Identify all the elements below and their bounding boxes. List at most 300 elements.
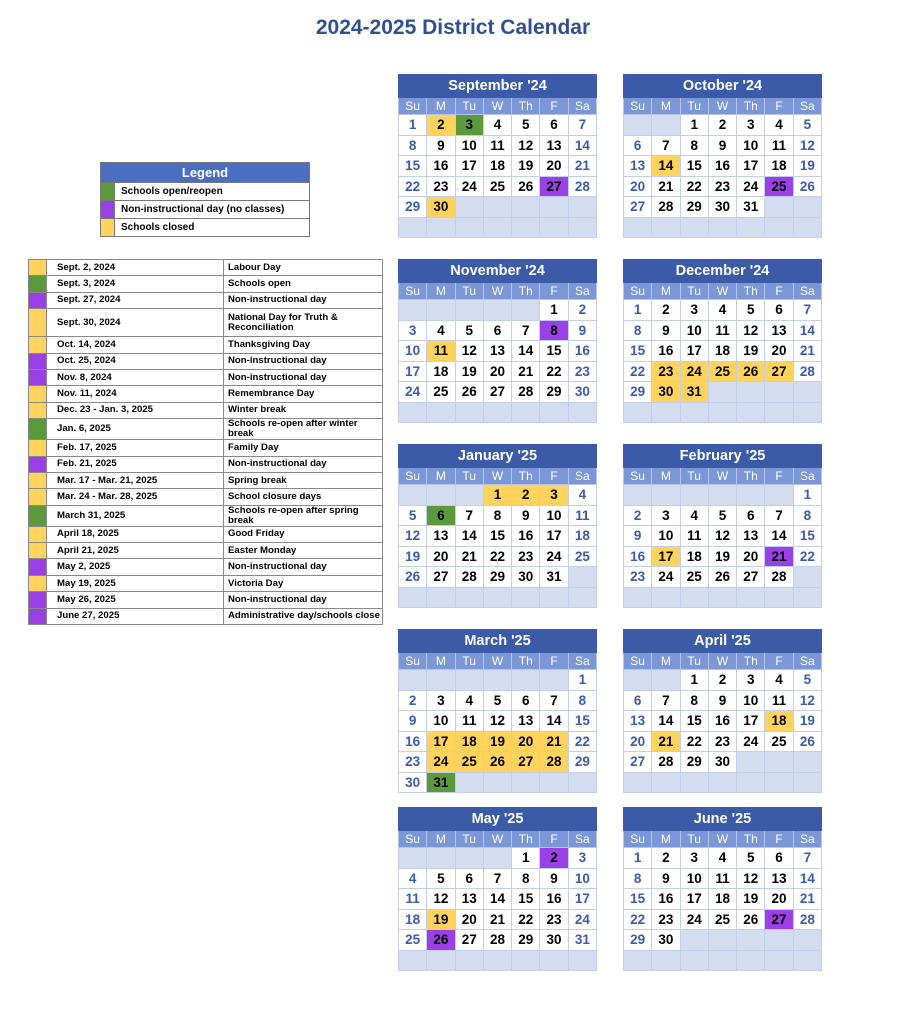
day-cell: 31	[568, 930, 596, 951]
day-cell: 27	[483, 382, 511, 403]
day-cell: 12	[737, 868, 765, 889]
empty-day-cell	[737, 950, 765, 971]
day-cell: 30	[708, 197, 736, 218]
empty-day-cell	[399, 848, 427, 869]
day-cell: 1	[680, 670, 708, 691]
weekday-label: Su	[399, 468, 427, 485]
day-cell: 14	[652, 711, 680, 732]
empty-day-cell	[399, 587, 427, 608]
day-cell: 16	[652, 889, 680, 910]
day-cell: 28	[540, 752, 568, 773]
day-cell: 15	[483, 526, 511, 547]
day-cell: 21	[455, 546, 483, 567]
month-calendar	[623, 629, 822, 793]
day-cell: 14	[793, 868, 821, 889]
day-cell: 31	[427, 772, 455, 793]
week-row	[624, 197, 822, 218]
day-cell: 12	[737, 320, 765, 341]
day-cell: 7	[568, 115, 596, 136]
week-row	[399, 752, 597, 773]
day-cell: 15	[399, 156, 427, 177]
empty-day-cell	[540, 772, 568, 793]
day-cell: 5	[455, 320, 483, 341]
day-cell: 12	[483, 711, 511, 732]
day-cell: 23	[708, 176, 736, 197]
empty-day-cell	[765, 382, 793, 403]
week-row	[624, 526, 822, 547]
day-cell: 9	[540, 868, 568, 889]
empty-day-cell	[652, 670, 680, 691]
day-cell: 11	[680, 526, 708, 547]
day-cell: 15	[540, 341, 568, 362]
weekday-label: M	[652, 98, 680, 115]
day-cell: 4	[399, 868, 427, 889]
day-cell: 5	[793, 115, 821, 136]
day-cell: 20	[540, 156, 568, 177]
day-cell: 30	[427, 197, 455, 218]
day-cell: 27	[737, 567, 765, 588]
event-description: Family Day	[224, 440, 383, 456]
weekday-label: Th	[737, 831, 765, 848]
empty-day-cell	[455, 402, 483, 423]
event-color-swatch	[29, 260, 47, 276]
empty-day-cell	[624, 772, 652, 793]
empty-day-cell	[455, 587, 483, 608]
empty-day-cell	[427, 848, 455, 869]
day-cell: 8	[793, 505, 821, 526]
day-cell: 7	[512, 320, 540, 341]
week-row	[399, 485, 597, 506]
day-cell: 26	[793, 176, 821, 197]
event-color-swatch	[29, 575, 47, 591]
week-row	[624, 402, 822, 423]
week-row	[624, 382, 822, 403]
day-cell: 29	[540, 382, 568, 403]
day-cell: 19	[737, 341, 765, 362]
event-date: May 19, 2025	[47, 575, 224, 591]
empty-day-cell	[624, 670, 652, 691]
weekday-label: Tu	[680, 283, 708, 300]
day-cell: 18	[765, 711, 793, 732]
event-description: Non-instructional day	[224, 456, 383, 472]
week-row	[399, 848, 597, 869]
day-cell: 20	[765, 889, 793, 910]
day-cell: 24	[680, 361, 708, 382]
day-cell: 21	[652, 731, 680, 752]
event-description: National Day for Truth & Reconciliation	[224, 309, 383, 337]
empty-day-cell	[765, 587, 793, 608]
weekday-label: Th	[512, 283, 540, 300]
event-date: Mar. 24 - Mar. 28, 2025	[47, 489, 224, 505]
event-date: Dec. 23 - Jan. 3, 2025	[47, 402, 224, 418]
month-title: December '24	[624, 260, 822, 283]
weekday-label: Tu	[455, 98, 483, 115]
day-cell: 22	[680, 176, 708, 197]
event-description: School closure days	[224, 489, 383, 505]
empty-day-cell	[708, 402, 736, 423]
day-cell: 8	[512, 868, 540, 889]
event-date: May 2, 2025	[47, 559, 224, 575]
event-row	[29, 526, 383, 542]
day-cell: 5	[737, 848, 765, 869]
day-cell: 9	[512, 505, 540, 526]
day-cell: 30	[708, 752, 736, 773]
week-row	[624, 176, 822, 197]
weekday-label: Sa	[793, 98, 821, 115]
day-cell: 10	[540, 505, 568, 526]
weekday-label: Sa	[568, 653, 596, 670]
day-cell: 10	[737, 135, 765, 156]
day-cell: 4	[455, 690, 483, 711]
event-description: Easter Monday	[224, 543, 383, 559]
day-cell: 18	[680, 546, 708, 567]
day-cell: 1	[680, 115, 708, 136]
week-row	[399, 135, 597, 156]
empty-day-cell	[399, 485, 427, 506]
event-description: Non-instructional day	[224, 292, 383, 308]
day-cell: 23	[708, 731, 736, 752]
weekday-label: F	[765, 283, 793, 300]
week-row	[399, 320, 597, 341]
day-cell: 14	[540, 711, 568, 732]
day-cell: 8	[624, 320, 652, 341]
day-cell: 10	[427, 711, 455, 732]
weekday-label: Su	[624, 468, 652, 485]
event-description: Schools open	[224, 276, 383, 292]
empty-day-cell	[765, 772, 793, 793]
day-cell: 4	[568, 485, 596, 506]
empty-day-cell	[680, 402, 708, 423]
week-row	[399, 382, 597, 403]
month-calendar	[398, 629, 597, 793]
empty-day-cell	[680, 485, 708, 506]
empty-day-cell	[455, 217, 483, 238]
day-cell: 30	[652, 382, 680, 403]
day-cell: 10	[568, 868, 596, 889]
day-cell: 21	[765, 546, 793, 567]
day-cell: 16	[540, 889, 568, 910]
event-description: Thanksgiving Day	[224, 337, 383, 353]
day-cell: 11	[765, 690, 793, 711]
event-description: Winter break	[224, 402, 383, 418]
day-cell: 14	[652, 156, 680, 177]
day-cell: 20	[624, 731, 652, 752]
day-cell: 8	[680, 690, 708, 711]
empty-day-cell	[455, 670, 483, 691]
day-cell: 20	[765, 341, 793, 362]
day-cell: 25	[568, 546, 596, 567]
empty-day-cell	[568, 950, 596, 971]
event-color-swatch	[29, 309, 47, 337]
week-row	[624, 505, 822, 526]
day-cell: 2	[708, 115, 736, 136]
week-row	[624, 300, 822, 321]
weekday-label: Sa	[568, 98, 596, 115]
empty-day-cell	[568, 217, 596, 238]
empty-day-cell	[540, 670, 568, 691]
weekday-label: W	[708, 468, 736, 485]
empty-day-cell	[568, 567, 596, 588]
day-cell: 25	[399, 930, 427, 951]
day-cell: 27	[765, 361, 793, 382]
event-color-swatch	[29, 592, 47, 608]
day-cell: 28	[512, 382, 540, 403]
empty-day-cell	[483, 848, 511, 869]
week-row	[624, 690, 822, 711]
event-color-swatch	[29, 559, 47, 575]
day-cell: 25	[483, 176, 511, 197]
empty-day-cell	[737, 752, 765, 773]
day-cell: 17	[652, 546, 680, 567]
day-cell: 21	[512, 361, 540, 382]
day-cell: 10	[652, 526, 680, 547]
week-row	[399, 300, 597, 321]
day-cell: 19	[399, 546, 427, 567]
weekday-label: F	[765, 831, 793, 848]
empty-day-cell	[512, 197, 540, 218]
event-date: Sept. 30, 2024	[47, 309, 224, 337]
weekday-label: F	[540, 831, 568, 848]
day-cell: 9	[652, 868, 680, 889]
day-cell: 13	[427, 526, 455, 547]
day-cell: 10	[737, 690, 765, 711]
day-cell: 3	[540, 485, 568, 506]
day-cell: 19	[737, 889, 765, 910]
day-cell: 15	[624, 341, 652, 362]
empty-day-cell	[427, 402, 455, 423]
day-cell: 14	[793, 320, 821, 341]
event-description: Non-instructional day	[224, 559, 383, 575]
day-cell: 23	[652, 361, 680, 382]
day-cell: 24	[427, 752, 455, 773]
empty-day-cell	[568, 402, 596, 423]
empty-day-cell	[455, 197, 483, 218]
day-cell: 28	[652, 197, 680, 218]
weekday-label: Sa	[793, 831, 821, 848]
empty-day-cell	[568, 197, 596, 218]
event-row	[29, 456, 383, 472]
empty-day-cell	[568, 587, 596, 608]
empty-day-cell	[512, 402, 540, 423]
event-date: Sept. 3, 2024	[47, 276, 224, 292]
event-date: April 21, 2025	[47, 543, 224, 559]
day-cell: 16	[512, 526, 540, 547]
empty-day-cell	[765, 485, 793, 506]
month-calendar	[398, 807, 597, 971]
empty-day-cell	[708, 217, 736, 238]
week-row	[399, 361, 597, 382]
day-cell: 25	[455, 752, 483, 773]
day-cell: 12	[708, 526, 736, 547]
day-cell: 24	[652, 567, 680, 588]
weekday-label: F	[765, 468, 793, 485]
day-cell: 6	[624, 135, 652, 156]
weekday-label: Th	[737, 283, 765, 300]
legend-swatch-open	[101, 183, 115, 201]
event-date: May 26, 2025	[47, 592, 224, 608]
week-row	[399, 690, 597, 711]
empty-day-cell	[652, 485, 680, 506]
day-cell: 2	[427, 115, 455, 136]
day-cell: 11	[568, 505, 596, 526]
empty-day-cell	[765, 197, 793, 218]
day-cell: 12	[512, 135, 540, 156]
day-cell: 12	[793, 135, 821, 156]
day-cell: 1	[624, 848, 652, 869]
week-row	[399, 868, 597, 889]
day-cell: 22	[512, 909, 540, 930]
day-cell: 6	[540, 115, 568, 136]
day-cell: 8	[680, 135, 708, 156]
day-cell: 1	[483, 485, 511, 506]
week-row	[399, 670, 597, 691]
day-cell: 3	[652, 505, 680, 526]
weekday-label: M	[427, 653, 455, 670]
day-cell: 23	[652, 909, 680, 930]
empty-day-cell	[737, 485, 765, 506]
event-row	[29, 419, 383, 440]
day-cell: 4	[427, 320, 455, 341]
empty-day-cell	[765, 217, 793, 238]
empty-day-cell	[624, 115, 652, 136]
month-title: January '25	[399, 445, 597, 468]
month-calendar	[623, 259, 822, 423]
week-row	[399, 217, 597, 238]
empty-day-cell	[427, 217, 455, 238]
day-cell: 1	[793, 485, 821, 506]
day-cell: 2	[512, 485, 540, 506]
week-row	[399, 526, 597, 547]
day-cell: 27	[624, 752, 652, 773]
empty-day-cell	[680, 217, 708, 238]
day-cell: 12	[793, 690, 821, 711]
day-cell: 26	[427, 930, 455, 951]
day-cell: 25	[708, 909, 736, 930]
week-row	[624, 711, 822, 732]
event-date: Jan. 6, 2025	[47, 419, 224, 440]
day-cell: 29	[624, 382, 652, 403]
week-row	[399, 176, 597, 197]
event-description: Schools re-open after winter break	[224, 419, 383, 440]
day-cell: 2	[652, 300, 680, 321]
empty-day-cell	[708, 950, 736, 971]
empty-day-cell	[399, 950, 427, 971]
month-title: June '25	[624, 808, 822, 831]
day-cell: 2	[399, 690, 427, 711]
empty-day-cell	[708, 930, 736, 951]
day-cell: 7	[652, 135, 680, 156]
day-cell: 6	[483, 320, 511, 341]
event-date: Oct. 25, 2024	[47, 353, 224, 369]
empty-day-cell	[455, 300, 483, 321]
day-cell: 11	[399, 889, 427, 910]
day-cell: 5	[427, 868, 455, 889]
day-cell: 17	[680, 341, 708, 362]
weekday-label: Sa	[793, 283, 821, 300]
empty-day-cell	[708, 587, 736, 608]
week-row	[399, 930, 597, 951]
day-cell: 3	[399, 320, 427, 341]
day-cell: 15	[793, 526, 821, 547]
empty-day-cell	[765, 402, 793, 423]
day-cell: 23	[540, 909, 568, 930]
empty-day-cell	[624, 217, 652, 238]
empty-day-cell	[399, 670, 427, 691]
weekday-label: M	[427, 98, 455, 115]
weekday-label: Su	[624, 653, 652, 670]
weekday-label: Su	[624, 98, 652, 115]
event-color-swatch	[29, 419, 47, 440]
empty-day-cell	[399, 300, 427, 321]
week-row	[399, 950, 597, 971]
event-row	[29, 489, 383, 505]
empty-day-cell	[427, 670, 455, 691]
month-title: March '25	[399, 630, 597, 653]
weekday-label: Tu	[680, 468, 708, 485]
day-cell: 17	[680, 889, 708, 910]
empty-day-cell	[652, 217, 680, 238]
weekday-label: Su	[399, 98, 427, 115]
empty-day-cell	[708, 772, 736, 793]
weekday-label: Th	[512, 831, 540, 848]
week-row	[624, 156, 822, 177]
day-cell: 21	[793, 341, 821, 362]
empty-day-cell	[540, 197, 568, 218]
day-cell: 24	[455, 176, 483, 197]
day-cell: 15	[568, 711, 596, 732]
day-cell: 29	[512, 930, 540, 951]
weekday-label: M	[652, 283, 680, 300]
day-cell: 27	[540, 176, 568, 197]
empty-day-cell	[793, 752, 821, 773]
empty-day-cell	[512, 950, 540, 971]
empty-day-cell	[708, 485, 736, 506]
event-description: Non-instructional day	[224, 353, 383, 369]
weekday-label: M	[652, 468, 680, 485]
day-cell: 24	[737, 176, 765, 197]
legend-label: Schools open/reopen	[115, 183, 310, 201]
day-cell: 30	[512, 567, 540, 588]
empty-day-cell	[512, 670, 540, 691]
day-cell: 13	[455, 889, 483, 910]
day-cell: 12	[427, 889, 455, 910]
week-row	[399, 197, 597, 218]
event-date: Nov. 8, 2024	[47, 369, 224, 385]
day-cell: 4	[765, 115, 793, 136]
day-cell: 18	[568, 526, 596, 547]
week-row	[399, 731, 597, 752]
day-cell: 10	[680, 868, 708, 889]
month-calendar	[398, 444, 597, 608]
week-row	[624, 930, 822, 951]
event-date: Feb. 21, 2025	[47, 456, 224, 472]
weekday-label: Tu	[455, 283, 483, 300]
empty-day-cell	[793, 197, 821, 218]
weekday-label: Tu	[455, 468, 483, 485]
day-cell: 20	[427, 546, 455, 567]
month-calendar	[398, 74, 597, 238]
weekday-label: M	[427, 283, 455, 300]
day-cell: 6	[427, 505, 455, 526]
empty-day-cell	[427, 950, 455, 971]
empty-day-cell	[624, 587, 652, 608]
weekday-label: Th	[512, 98, 540, 115]
day-cell: 16	[427, 156, 455, 177]
day-cell: 28	[568, 176, 596, 197]
event-date: Sept. 27, 2024	[47, 292, 224, 308]
day-cell: 24	[399, 382, 427, 403]
empty-day-cell	[652, 772, 680, 793]
